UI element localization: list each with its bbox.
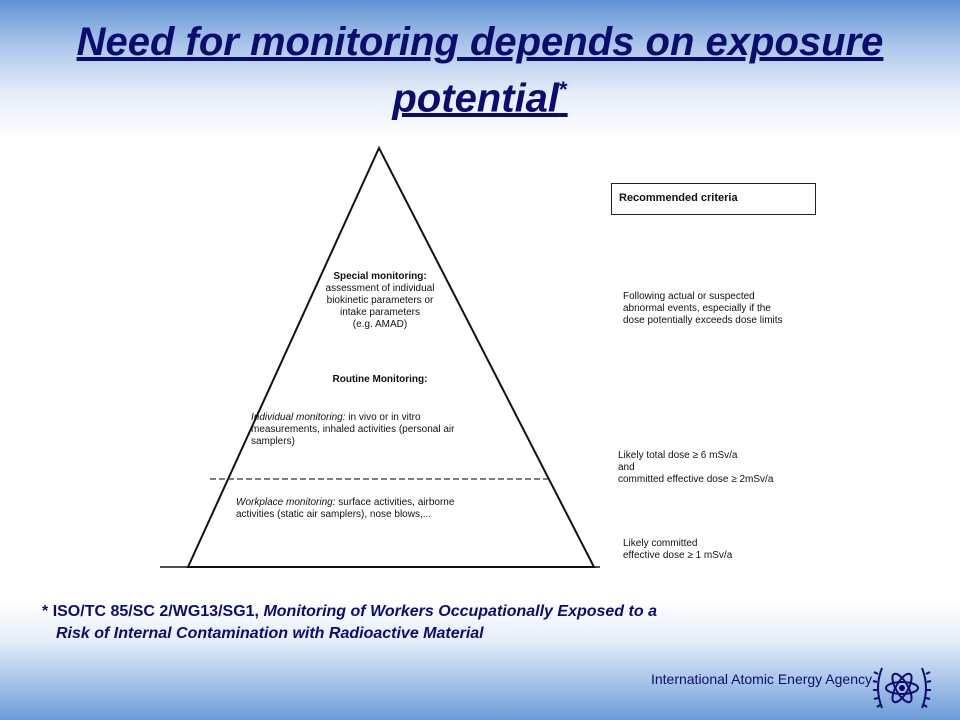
ge-symbol: ≥	[731, 474, 737, 485]
criteria-text: and	[618, 462, 635, 473]
workplace-monitoring-line: surface activities, airborne	[338, 497, 455, 508]
individual-monitoring-label: Individual monitoring:	[251, 412, 346, 423]
criteria-text: 2mSv/a	[739, 474, 774, 485]
iaea-logo-icon	[872, 660, 932, 716]
special-monitoring-line: (e.g. AMAD)	[352, 319, 408, 330]
criteria-text: committed effective dose	[618, 474, 729, 485]
slide-title	[30, 18, 930, 122]
criteria-text: Likely committed	[623, 538, 698, 549]
criteria-text: effective dose	[623, 550, 685, 561]
criteria-workplace-block	[623, 538, 853, 562]
workplace-monitoring-block	[236, 497, 556, 521]
footnote-reference: ISO/TC 85/SC 2/WG13/SG1,	[52, 603, 259, 620]
criteria-text: 6 mSv/a	[700, 450, 738, 461]
routine-monitoring-heading: Routine Monitoring:	[332, 374, 428, 385]
individual-monitoring-line: samplers)	[251, 436, 295, 447]
monitoring-pyramid-figure	[160, 140, 860, 580]
workplace-monitoring-line: activities (static air samplers), nose blows,...	[236, 509, 432, 520]
individual-monitoring-line: measurements, inhaled activities (personal air	[251, 424, 455, 435]
title-text: Need for monitoring depends on exposure potential	[76, 20, 884, 121]
criteria-text: Likely total dose	[618, 450, 690, 461]
recommended-criteria-box: Recommended criteria	[611, 183, 816, 215]
individual-monitoring-line: in vivo or in vitro	[348, 412, 421, 423]
special-monitoring-line: biokinetic parameters or	[326, 295, 434, 306]
criteria-individual-block	[618, 450, 848, 486]
agency-name: International Atomic Energy Agency	[650, 671, 872, 687]
footnote-title: Monitoring of Workers Occupationally Exposed to a	[263, 603, 657, 620]
criteria-special-line: abnormal events, especially if the	[623, 303, 771, 314]
special-monitoring-line: intake parameters	[339, 307, 421, 318]
special-monitoring-line: assessment of individual	[325, 283, 435, 294]
criteria-special-line: dose potentially exceeds dose limits	[623, 315, 783, 326]
ge-symbol: ≥	[692, 450, 698, 461]
individual-monitoring-block	[251, 412, 551, 448]
footnote	[42, 601, 922, 645]
title-footnote-mark: *	[559, 77, 568, 102]
criteria-special-block	[623, 291, 853, 327]
footnote-mark: *	[42, 603, 49, 620]
special-monitoring-heading: Special monitoring:	[333, 271, 427, 282]
footnote-title-continued: Risk of Internal Contamination with Radioactive Material	[56, 625, 484, 642]
criteria-special-line: Following actual or suspected	[623, 291, 755, 302]
special-monitoring-block	[290, 271, 470, 331]
criteria-text: 1 mSv/a	[695, 550, 733, 561]
ge-symbol: ≥	[687, 550, 693, 561]
workplace-monitoring-label: Workplace monitoring:	[236, 497, 336, 508]
